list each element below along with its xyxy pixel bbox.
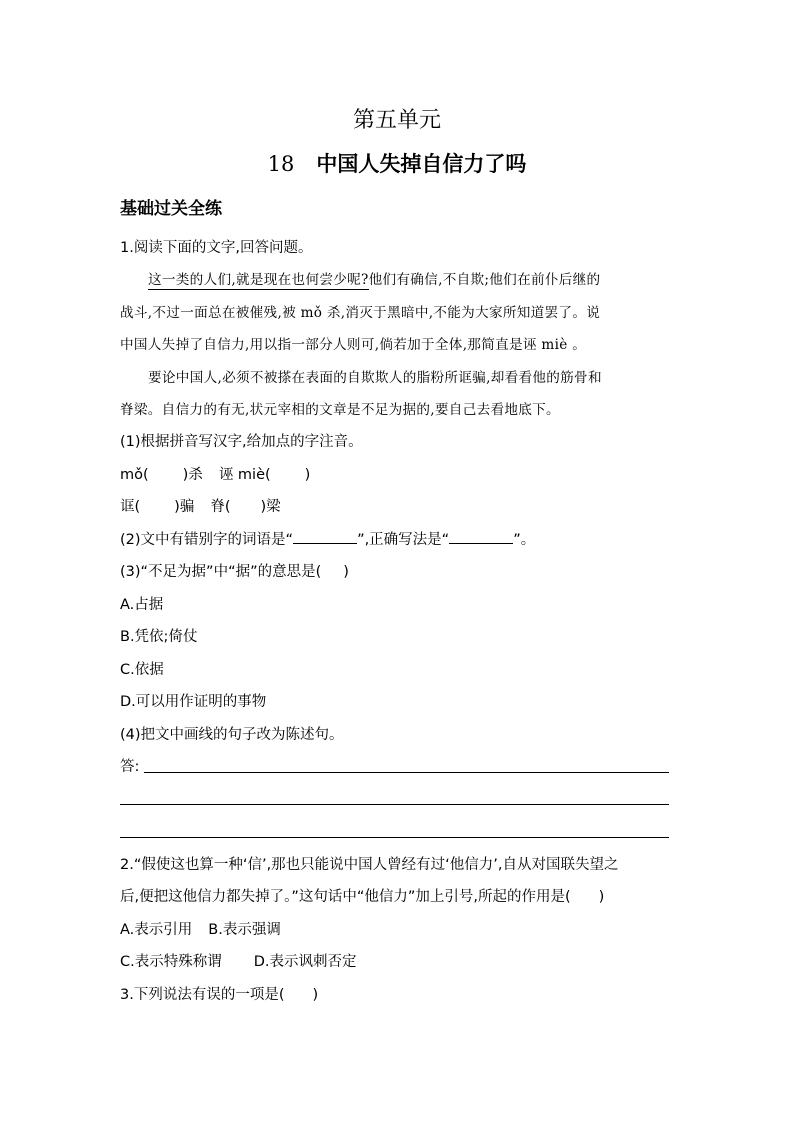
q1-sub3: (3)“不足为据”中“据”的意思是( ) [120,564,349,580]
q1-sub3-option-a[interactable]: A.占据 [120,597,164,613]
q1-sub3-option-c[interactable]: C.依据 [120,662,164,678]
hanzi-kuang-item: 诓( )骗 [120,499,195,515]
q1-prompt: 1.阅读下面的文字,回答问题。 [120,240,313,256]
q1-sub1-row1 [120,463,310,484]
q1-sub4-prompt: (4)把文中画线的句子改为陈述句。 [120,727,344,743]
passage-p2-line1: 要论中国人,必须不被搽在表面的自欺欺人的脂粉所诓骗,却看看他的筋骨和 [148,370,602,386]
q1-sub1-prompt: (1)根据拼音写汉字,给加点的字注音。 [120,434,363,450]
wrong-word-blank[interactable] [293,543,357,544]
passage-p1-line2: 战斗,不过一面总在被催残,被 mǒ 杀,消灭于黑暗中,不能为大家所知道罢了。说 [120,305,601,321]
correct-word-blank[interactable] [449,543,513,544]
pinyin-mo-item: mǒ( )杀 [120,467,203,483]
q1-sub3-option-b[interactable]: B.凭依;倚仗 [120,629,198,645]
q1-sub2: (2)文中有错别字的词语是“ ”,正确写法是“ ”。 [120,532,536,548]
unit-title: 第五单元 [352,108,441,133]
lesson-number: 18 [267,152,295,176]
q2-options-row1 [120,918,281,939]
passage-p1-line3: 中国人失掉了自信力,用以指一部分人则可,倘若加于全体,那简直是诬 miè 。 [120,337,587,353]
q1-sub1-row2 [120,495,281,516]
lesson-title [0,148,794,178]
answer-line-1[interactable] [144,772,669,773]
q2-option-b[interactable]: B.表示强调 [208,922,281,938]
answer-label: 答: [120,759,140,775]
answer-line-2[interactable] [120,804,669,805]
passage-p1-line1-rest: 他们有确信,不自欺;他们在前仆后继的 [368,272,601,288]
q1-sub3-option-d[interactable]: D.可以用作证明的事物 [120,694,267,710]
q2-option-a[interactable]: A.表示引用 [120,922,193,938]
q2-line2: 后,便把这他信力都失掉了。”这句话中“他信力”加上引号,所起的作用是( ) [120,889,605,905]
q2-options-row2 [120,950,357,971]
answer-line-3[interactable] [120,837,669,838]
q2-line1: 2.“假使这也算一种‘信’,那也只能说中国人曾经有过‘他信力’,自从对国联失望之 [120,857,619,873]
passage-p1-line1 [148,268,600,288]
passage-p2-line2: 脊梁。自信力的有无,状元宰相的文章是不足为据的,要自己去看地底下。 [120,402,560,418]
underlined-sentence: 这一类的人们,就是现在也何尝少呢? [148,272,369,288]
lesson-title-text: 中国人失掉自信力了吗 [316,151,527,176]
q2-option-c[interactable]: C.表示特殊称谓 [120,954,222,970]
section-title: 基础过关全练 [120,199,222,219]
q2-option-d[interactable]: D.表示讽刺否定 [253,954,357,970]
pinyin-mie-item: 诬 miè( ) [218,467,311,483]
q3-prompt: 3.下列说法有误的一项是( ) [120,987,319,1003]
hanzi-ji-item: 脊( )梁 [210,499,281,515]
